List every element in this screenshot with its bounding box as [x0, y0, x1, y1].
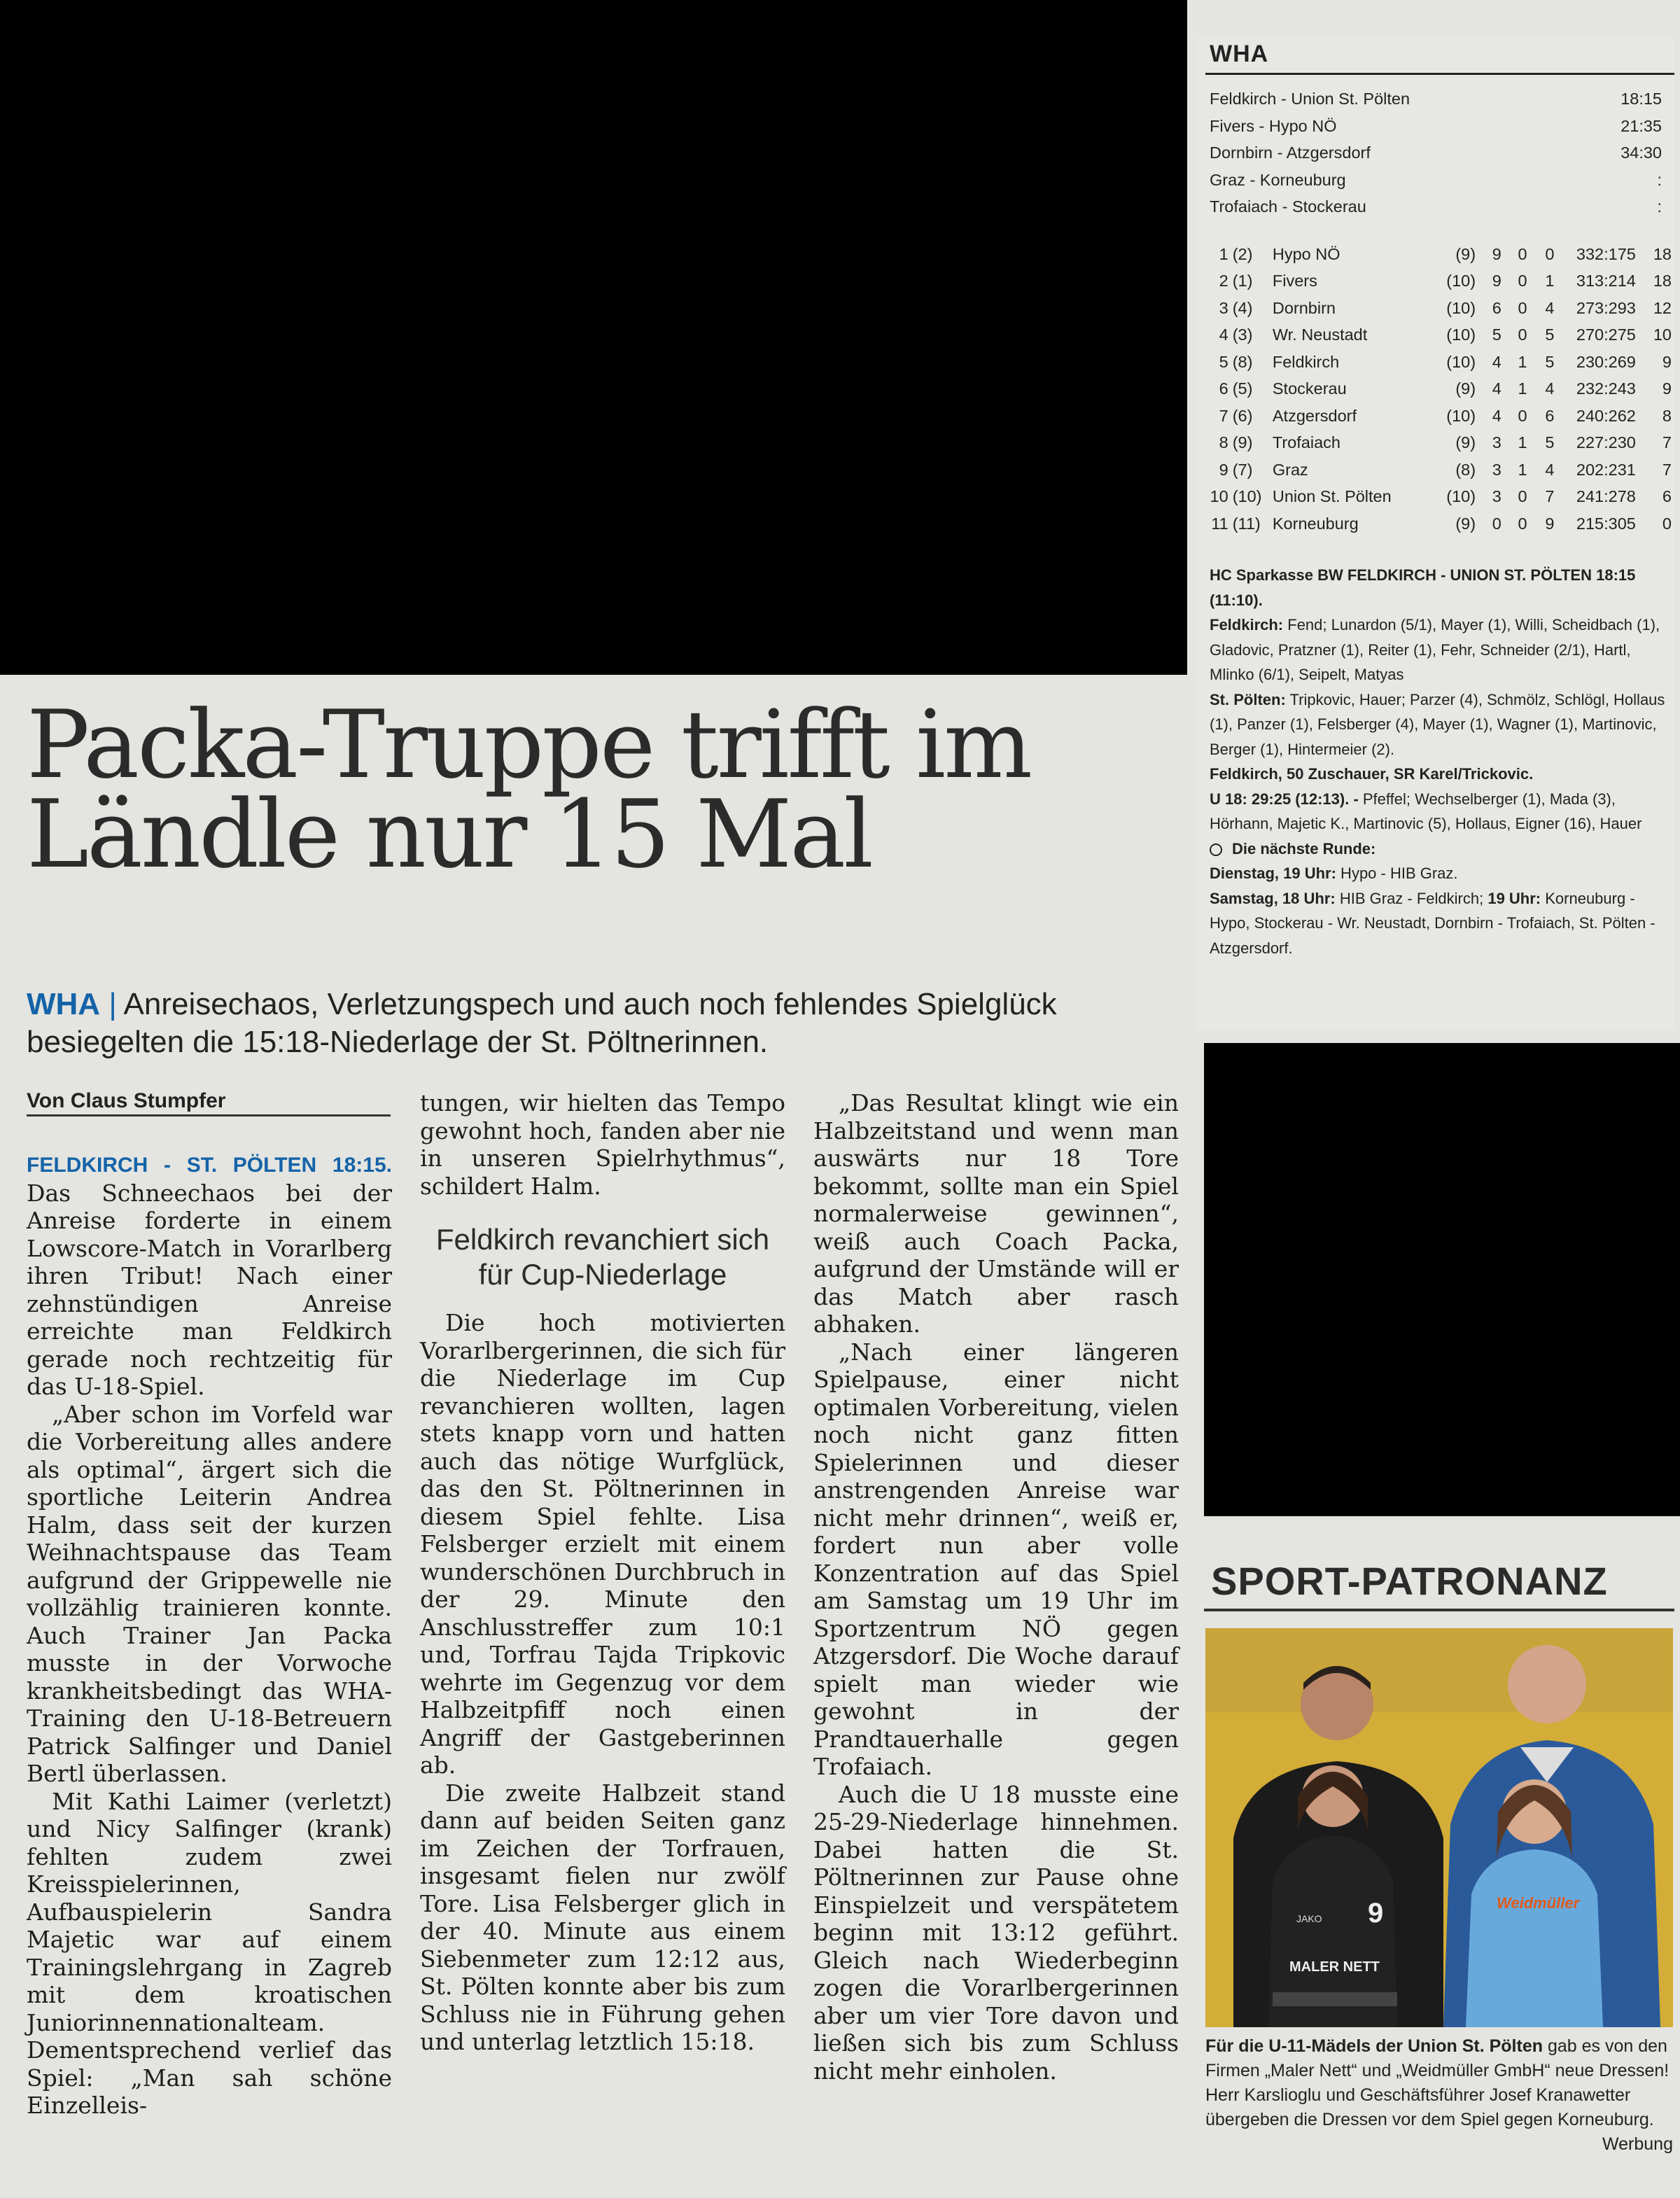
standings-cell-l: 9 [1545, 514, 1555, 533]
standings-cell-team: Wr. Neustadt [1272, 326, 1368, 344]
article-column-1 [27, 1150, 392, 2120]
standings-cell-goals: 240:262 [1576, 406, 1636, 425]
standings-cell-l: 6 [1545, 406, 1555, 425]
photo-caption: Für die U-11-Mädels der Union St. Pölten gab es von den Firmen „Maler Nett“ und „Weidmüller GmbH“ neue Dressen! Herr Karslioglu und Geschäftsführer Josef Kranawetter übergeben die Dressen vor dem Spiel gegen Korneuburg. Werbung [1205, 2034, 1673, 2157]
standings-row [1210, 268, 1672, 295]
feldkirch-lineup: Feldkirch: Fend; Lunardon (5/1), Mayer (1), Willi, Scheidbach (1), Gladovic, Pratzner (1), Reiter (1), Fehr, Schneider (2/1), Hartl, Mlinko (6/1), Seipelt, Matyas [1210, 616, 1660, 683]
standings-cell-games: (10) [1446, 326, 1476, 344]
standings-cell-d: 1 [1518, 379, 1527, 398]
standings-cell-prev: (6) [1232, 406, 1253, 425]
standings-cell-pts: 6 [1662, 487, 1672, 506]
standings-row [1210, 376, 1672, 403]
standings-cell-pts: 7 [1662, 460, 1672, 479]
report-header: HC Sparkasse BW FELDKIRCH - UNION ST. PÖLTEN 18:15 (11:10). [1210, 566, 1636, 609]
standings-cell-w: 4 [1492, 379, 1502, 398]
paragraph: FELDKIRCH - ST. PÖLTEN 18:15. Das Schneechaos bei der Anreise forderte in einem Lowscore-Match in Vorarlberg ihren Tribut! Nach einer zehnstündigen Anreise erreichte man Feldkirch gerade noch rechtzeitig für das U-18-Spiel. [27, 1154, 392, 1400]
standings-row [1210, 510, 1672, 538]
standings-row [1210, 456, 1672, 484]
standings-cell-pts: 9 [1662, 352, 1672, 371]
standings-cell-goals: 313:214 [1576, 272, 1636, 290]
standings-row [1210, 322, 1672, 349]
circle-bullet-icon [1210, 844, 1222, 856]
team-photo-illustration [1205, 1628, 1673, 2027]
standings-cell-pos: 7 [1219, 406, 1228, 425]
standings-cell-pos: 3 [1219, 298, 1228, 317]
standings-cell-prev: (8) [1232, 352, 1253, 371]
standings-cell-goals: 202:231 [1576, 460, 1636, 479]
redacted-block-right [1204, 1043, 1680, 1516]
standings-cell-prev: (9) [1232, 433, 1253, 452]
standings-cell-l: 5 [1545, 352, 1555, 371]
standings-cell-games: (10) [1446, 298, 1476, 317]
standings-cell-games: (10) [1446, 487, 1476, 506]
patronanz-rule [1204, 1609, 1674, 1611]
shirt-brand-text: JAKO [1296, 1913, 1322, 1924]
standings-cell-pts: 7 [1662, 433, 1672, 452]
standings-cell-goals: 241:278 [1576, 487, 1636, 506]
standings-cell-l: 4 [1545, 298, 1555, 317]
results-sidebar [1197, 36, 1674, 1030]
standings-cell-goals: 227:230 [1576, 433, 1636, 452]
standings-cell-team: Graz [1272, 460, 1308, 479]
paragraph: Auch die U 18 musste eine 25-29-Niederlage hinnehmen. Dabei hatten die St. Pöltnerinnen zur Pause ohne Einspielzeit und verspätetem beginn mit 13:12 geführt. Gleich nach Wiederbeginn zogen die Vorarlbergerinnen aber um vier Tore davon und ließen sich bis zum Schluss nicht mehr einholen. [813, 1780, 1179, 2085]
standings-cell-w: 6 [1492, 298, 1502, 317]
standings-cell-pos: 10 [1210, 487, 1228, 506]
standings-cell-d: 1 [1518, 433, 1527, 452]
standings-cell-pos: 6 [1219, 379, 1228, 398]
standings-cell-goals: 332:175 [1576, 244, 1636, 263]
standings-cell-l: 5 [1545, 433, 1555, 452]
standings-cell-pts: 8 [1662, 406, 1672, 425]
stpoelten-lineup: St. Pölten: Tripkovic, Hauer; Parzer (4), Schmölz, Schlögl, Hollaus (1), Panzer (1), Felsberger (4), Mayer (1), Wagner (1), Martinovic, Berger (1), Hintermeier (2). [1210, 690, 1665, 758]
standings-cell-goals: 273:293 [1576, 298, 1636, 317]
standings-cell-team: Trofaiach [1272, 433, 1340, 452]
paragraph: Die hoch motivierten Vorarlbergerinnen, die sich für die Niederlage im Cup revanchieren wollten, lagen stets knapp vorn und hatten auch das nötige Wurfglück, das den St. Pöltnerinnen in diesem Spiel fehlte. Lisa Felsberger erzielt mit einem wunderschönen Durchbruch in der 29. Minute den Anschlusstreffer zum 10:1 und, Torfrau Tajda Tripkovic wehrte im Gegenzug vor dem Halbzeitpfiff noch einen Angriff der Gastgeberinnen ab. [420, 1309, 785, 1779]
standings-cell-d: 0 [1518, 406, 1527, 425]
standings-cell-team: Stockerau [1272, 379, 1347, 398]
standings-cell-d: 1 [1518, 352, 1527, 371]
standings-cell-pos: 1 [1219, 244, 1228, 263]
article-column-3 [813, 1089, 1179, 2085]
next-round-tuesday: Dienstag, 19 Uhr: Hypo - HIB Graz. [1210, 864, 1458, 882]
standings-cell-prev: (3) [1232, 326, 1253, 344]
standings-cell-team: Fivers [1272, 272, 1317, 290]
standings-cell-games: (9) [1455, 514, 1476, 533]
fixtures-list [1210, 85, 1662, 220]
standings-cell-d: 0 [1518, 244, 1527, 263]
sidebar-rule [1205, 73, 1674, 75]
standings-cell-pts: 10 [1653, 326, 1672, 344]
deck-separator: | [100, 987, 124, 1021]
standings-cell-w: 4 [1492, 352, 1502, 371]
standings-cell-pts: 18 [1653, 244, 1672, 263]
byline: Von Claus Stumpfer [27, 1089, 391, 1116]
deck-text: Anreisechaos, Verletzungspech und auch noch fehlendes Spielglück besiegelten die 15:18-Niederlage der St. Pöltnerinnen. [27, 987, 1057, 1059]
fixture-row: Feldkirch - Union St. Pölten 18:15 [1210, 90, 1662, 108]
standings-cell-pos: 5 [1219, 352, 1228, 371]
standings-cell-l: 1 [1545, 272, 1555, 290]
standings-cell-pos: 4 [1219, 326, 1228, 344]
paragraph: Mit Kathi Laimer (verletzt) und Nicy Salfinger (krank) fehlten zudem zwei Kreisspielerinnen, Aufbauspielerin Sandra Majetic war auf einem Trainingslehrgang in Zagreb mit dem kroatischen Juniorinnennationalteam. Dementsprechend verlief das Spiel: „Man sah schöne Einzelleis- [27, 1787, 392, 2119]
standings-row [1210, 484, 1672, 511]
standings-cell-d: 0 [1518, 487, 1527, 506]
standings-cell-l: 4 [1545, 460, 1555, 479]
paragraph: tungen, wir hielten das Tempo gewohnt hoch, fanden aber nie in unseren Spielrhythmus“, schildert Halm. [420, 1089, 785, 1200]
u18-lineup: U 18: 29:25 (12:13). - Pfeffel; Wechselberger (1), Mada (3), Hörhann, Majetic K., Martinovic (5), Hollaus, Eigner (16), Hauer [1210, 790, 1642, 832]
standings-cell-w: 3 [1492, 487, 1502, 506]
next-round-title: Die nächste Runde: [1210, 836, 1666, 862]
article-column-2 [420, 1089, 785, 2056]
paragraph: Die zweite Halbzeit stand dann auf beiden Seiten ganz im Zeichen der Torfrauen, insgesamt fielen nur zwölf Tore. Lisa Felsberger glich in der 40. Minute aus einem Siebenmeter zum 12:12 aus, St. Pölten konnte aber bis zum Schluss nie in Führung gehen und unterlag letztlich 15:18. [420, 1779, 785, 2055]
subheading: Feldkirch revanchiert sich für Cup-Niederlage [435, 1223, 770, 1291]
article-headline: Packa-Truppe trifft im Ländle nur 15 Mal [27, 690, 1031, 889]
standings-cell-w: 9 [1492, 244, 1502, 263]
standings-cell-l: 4 [1545, 379, 1555, 398]
standings-cell-team: Feldkirch [1272, 352, 1340, 371]
standings-row [1210, 402, 1672, 430]
fixture-row: Trofaiach - Stockerau : [1210, 197, 1662, 216]
standings-cell-goals: 215:305 [1576, 514, 1636, 533]
standings-cell-goals: 270:275 [1576, 326, 1636, 344]
standings-cell-d: 0 [1518, 514, 1527, 533]
standings-cell-prev: (5) [1232, 379, 1253, 398]
sidebar-title: WHA [1210, 41, 1269, 67]
paragraph: „Nach einer längeren Spielpause, einer nicht optimalen Vorbereitung, vielen noch nicht ganz fitten Spielerinnen und dieser anstrengenden Anreise war nicht mehr drinnen“, weiß er, fordert nun aber volle Konzentration auf das Spiel am Samstag um 19 Uhr im Sportzentrum NÖ gegen Atzgersdorf. Die Woche darauf spielt man wieder wie gewohnt in der Prandtauerhalle gegen Trofaiach. [813, 1338, 1179, 1780]
fixture-row: Dornbirn - Atzgersdorf 34:30 [1210, 144, 1662, 162]
patronanz-title: SPORT-PATRONANZ [1211, 1559, 1608, 1603]
standings-cell-team: Hypo NÖ [1272, 244, 1340, 263]
standings-cell-w: 9 [1492, 272, 1502, 290]
standings-cell-games: (9) [1455, 244, 1476, 263]
deck-tag: WHA [27, 987, 101, 1021]
standings-cell-games: (10) [1446, 272, 1476, 290]
standings-cell-l: 7 [1545, 487, 1555, 506]
venue-info: Feldkirch, 50 Zuschauer, SR Karel/Trickovic. [1210, 765, 1534, 783]
standings-cell-w: 4 [1492, 406, 1502, 425]
standings-cell-prev: (1) [1232, 272, 1253, 290]
team-photo [1205, 1628, 1673, 2027]
standings-cell-games: (9) [1455, 379, 1476, 398]
standings-row [1210, 241, 1672, 268]
standings-table [1210, 241, 1672, 538]
standings-cell-pos: 2 [1219, 272, 1228, 290]
standings-cell-l: 0 [1545, 244, 1555, 263]
dateline: FELDKIRCH - ST. PÖLTEN 18:15. [27, 1154, 392, 1177]
standings-cell-prev: (2) [1232, 244, 1253, 263]
standings-cell-games: (9) [1455, 433, 1476, 452]
ad-label: Werbung [1602, 2134, 1673, 2154]
standings-cell-games: (10) [1446, 352, 1476, 371]
standings-cell-l: 5 [1545, 326, 1555, 344]
paragraph: „Aber schon im Vorfeld war die Vorbereitung alles andere als optimal“, ärgert sich die sportliche Leiterin Andrea Halm, dass seit der kurzen Weihnachtspause das Team aufgrund der Grippewelle nie vollzählig trainieren konnte. Auch Trainer Jan Packa musste in der Vorwoche krankheitsbedingt das WHA-Training den U-18-Betreuern Patrick Salfinger und Daniel Bertl überlassen. [27, 1400, 392, 1787]
fixture-row: Graz - Korneuburg : [1210, 170, 1662, 189]
standings-cell-pts: 12 [1653, 298, 1672, 317]
shirt-sponsor-text: MALER NETT [1289, 1959, 1380, 1975]
next-round-saturday: Samstag, 18 Uhr: HIB Graz - Feldkirch; 19 Uhr: Korneuburg - Hypo, Stockerau - Wr. Neustadt, Dornbirn - Trofaiach, St. Pölten - Atzgersdorf. [1210, 889, 1656, 957]
standings-cell-pts: 9 [1662, 379, 1672, 398]
standings-cell-games: (8) [1455, 460, 1476, 479]
standings-cell-team: Korneuburg [1272, 514, 1359, 533]
fixture-row: Fivers - Hypo NÖ 21:35 [1210, 116, 1662, 135]
shirt-sponsor-text-2: Weidmüller [1497, 1894, 1580, 1912]
standings-cell-w: 0 [1492, 514, 1502, 533]
standings-row [1210, 349, 1672, 376]
standings-cell-pos: 8 [1219, 433, 1228, 452]
standings-cell-w: 3 [1492, 433, 1502, 452]
standings-cell-goals: 230:269 [1576, 352, 1636, 371]
article-deck [27, 986, 1203, 1061]
redacted-block-top [0, 0, 1187, 675]
standings-cell-pts: 0 [1662, 514, 1672, 533]
shirt-number-text: 9 [1368, 1898, 1384, 1928]
standings-row [1210, 295, 1672, 322]
standings-cell-games: (10) [1446, 406, 1476, 425]
standings-cell-d: 0 [1518, 326, 1527, 344]
standings-cell-pos: 9 [1219, 460, 1228, 479]
standings-cell-prev: (10) [1232, 487, 1262, 506]
standings-cell-prev: (4) [1232, 298, 1253, 317]
standings-cell-team: Union St. Pölten [1272, 487, 1392, 506]
standings-cell-prev: (7) [1232, 460, 1253, 479]
standings-cell-w: 5 [1492, 326, 1502, 344]
standings-cell-pts: 18 [1653, 272, 1672, 290]
paragraph: „Das Resultat klingt wie ein Halbzeitstand und wenn man auswärts nur 18 Tore bekommt, sollte man ein Spiel normalerweise gewinnen“, weiß auch Coach Packa, aufgrund der Umstände will er das Match aber rasch abhaken. [813, 1089, 1179, 1338]
standings-cell-team: Atzgersdorf [1272, 406, 1357, 425]
standings-cell-d: 1 [1518, 460, 1527, 479]
standings-cell-d: 0 [1518, 272, 1527, 290]
standings-cell-prev: (11) [1232, 514, 1261, 533]
standings-cell-goals: 232:243 [1576, 379, 1636, 398]
standings-row [1210, 430, 1672, 457]
standings-cell-team: Dornbirn [1272, 298, 1336, 317]
standings-cell-w: 3 [1492, 460, 1502, 479]
standings-cell-d: 0 [1518, 298, 1527, 317]
standings-cell-pos: 11 [1211, 514, 1228, 533]
match-report [1210, 563, 1666, 960]
